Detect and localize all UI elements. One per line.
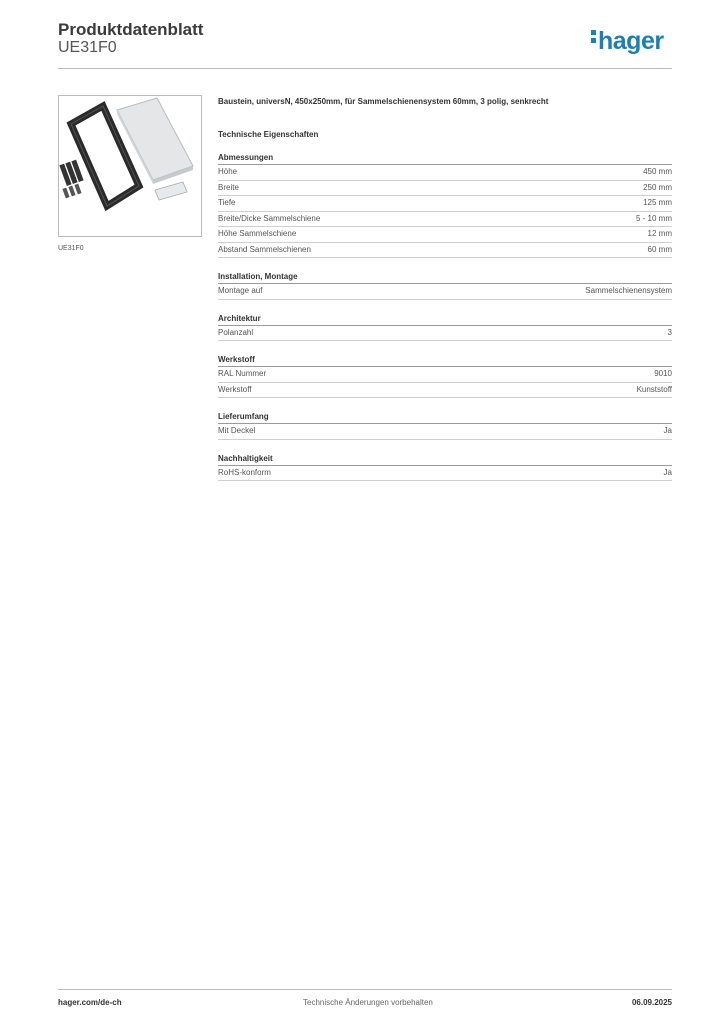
- spec-label: Tiefe: [218, 198, 236, 207]
- spec-value: Sammelschienensystem: [585, 286, 672, 295]
- spec-value: 125 mm: [643, 198, 672, 207]
- hager-logo: [591, 27, 664, 56]
- spec-row: [218, 367, 672, 383]
- tech-properties-title: Technische Eigenschaften: [218, 130, 319, 139]
- spec-value: Ja: [663, 467, 672, 477]
- spec-label: RoHS-konform: [218, 467, 271, 477]
- product-description: Baustein, universN, 450x250mm, für Sammelschienensystem 60mm, 3 polig, senkrecht: [218, 97, 549, 106]
- spec-value: 250 mm: [643, 182, 672, 192]
- spec-value: 60 mm: [647, 244, 672, 254]
- spec-label: Höhe: [218, 167, 238, 176]
- spec-value: 5 - 10 mm: [635, 213, 672, 223]
- spec-value: 12 mm: [647, 229, 672, 238]
- spec-row: [218, 424, 672, 440]
- spec-label: Breite/Dicke Sammelschiene: [218, 213, 321, 223]
- spec-row: [218, 243, 672, 259]
- spec-value: 3: [667, 327, 672, 337]
- spec-label: Abstand Sammelschienen: [218, 244, 311, 254]
- spec-content: [218, 96, 672, 481]
- spec-section: [218, 454, 672, 482]
- spec-label: Montage auf: [218, 286, 263, 295]
- spec-row: [218, 165, 672, 181]
- product-photo-icon: [59, 96, 201, 236]
- spec-row: [218, 181, 672, 197]
- spec-value: Ja: [663, 426, 672, 435]
- spec-label: Breite: [218, 182, 239, 192]
- page-title: Produktdatenblatt: [58, 20, 204, 39]
- section-title: Lieferumfang: [218, 412, 672, 424]
- logo-text: hager: [598, 27, 664, 55]
- spec-row: [218, 466, 672, 482]
- spec-label: RAL Nummer: [218, 369, 267, 378]
- spec-row: [218, 196, 672, 212]
- spec-label: Polanzahl: [218, 327, 254, 337]
- section-title: Installation, Montage: [218, 272, 672, 284]
- spec-row: [218, 227, 672, 243]
- spec-section: [218, 355, 672, 398]
- product-image: [58, 95, 202, 237]
- section-title: Nachhaltigkeit: [218, 454, 672, 466]
- spec-value: Kunststoff: [636, 384, 672, 394]
- section-title: Architektur: [218, 314, 672, 326]
- image-caption: UE31F0: [58, 245, 84, 252]
- spec-label: Mit Deckel: [218, 426, 256, 435]
- footer-date: 06.09.2025: [631, 998, 672, 1007]
- spec-value: 9010: [654, 369, 672, 378]
- section-title: Werkstoff: [218, 355, 672, 367]
- spec-label: Höhe Sammelschiene: [218, 229, 297, 238]
- spec-value: 450 mm: [643, 167, 672, 176]
- spec-section: [218, 272, 672, 300]
- product-code: UE31F0: [58, 39, 117, 56]
- footer-website: hager.com/de-ch: [58, 998, 122, 1007]
- section-title: Abmessungen: [218, 153, 672, 165]
- footer-divider: [58, 989, 672, 990]
- spec-row: [218, 383, 672, 399]
- footer-note: Technische Änderungen vorbehalten: [303, 998, 433, 1007]
- spec-sections: [218, 153, 672, 481]
- spec-row: [218, 284, 672, 300]
- spec-label: Werkstoff: [218, 384, 252, 394]
- spec-section: [218, 412, 672, 440]
- spec-section: [218, 153, 672, 258]
- spec-section: [218, 314, 672, 342]
- logo-dots-icon: [591, 27, 596, 46]
- spec-row: [218, 326, 672, 342]
- header-divider: [58, 68, 672, 69]
- spec-row: [218, 212, 672, 228]
